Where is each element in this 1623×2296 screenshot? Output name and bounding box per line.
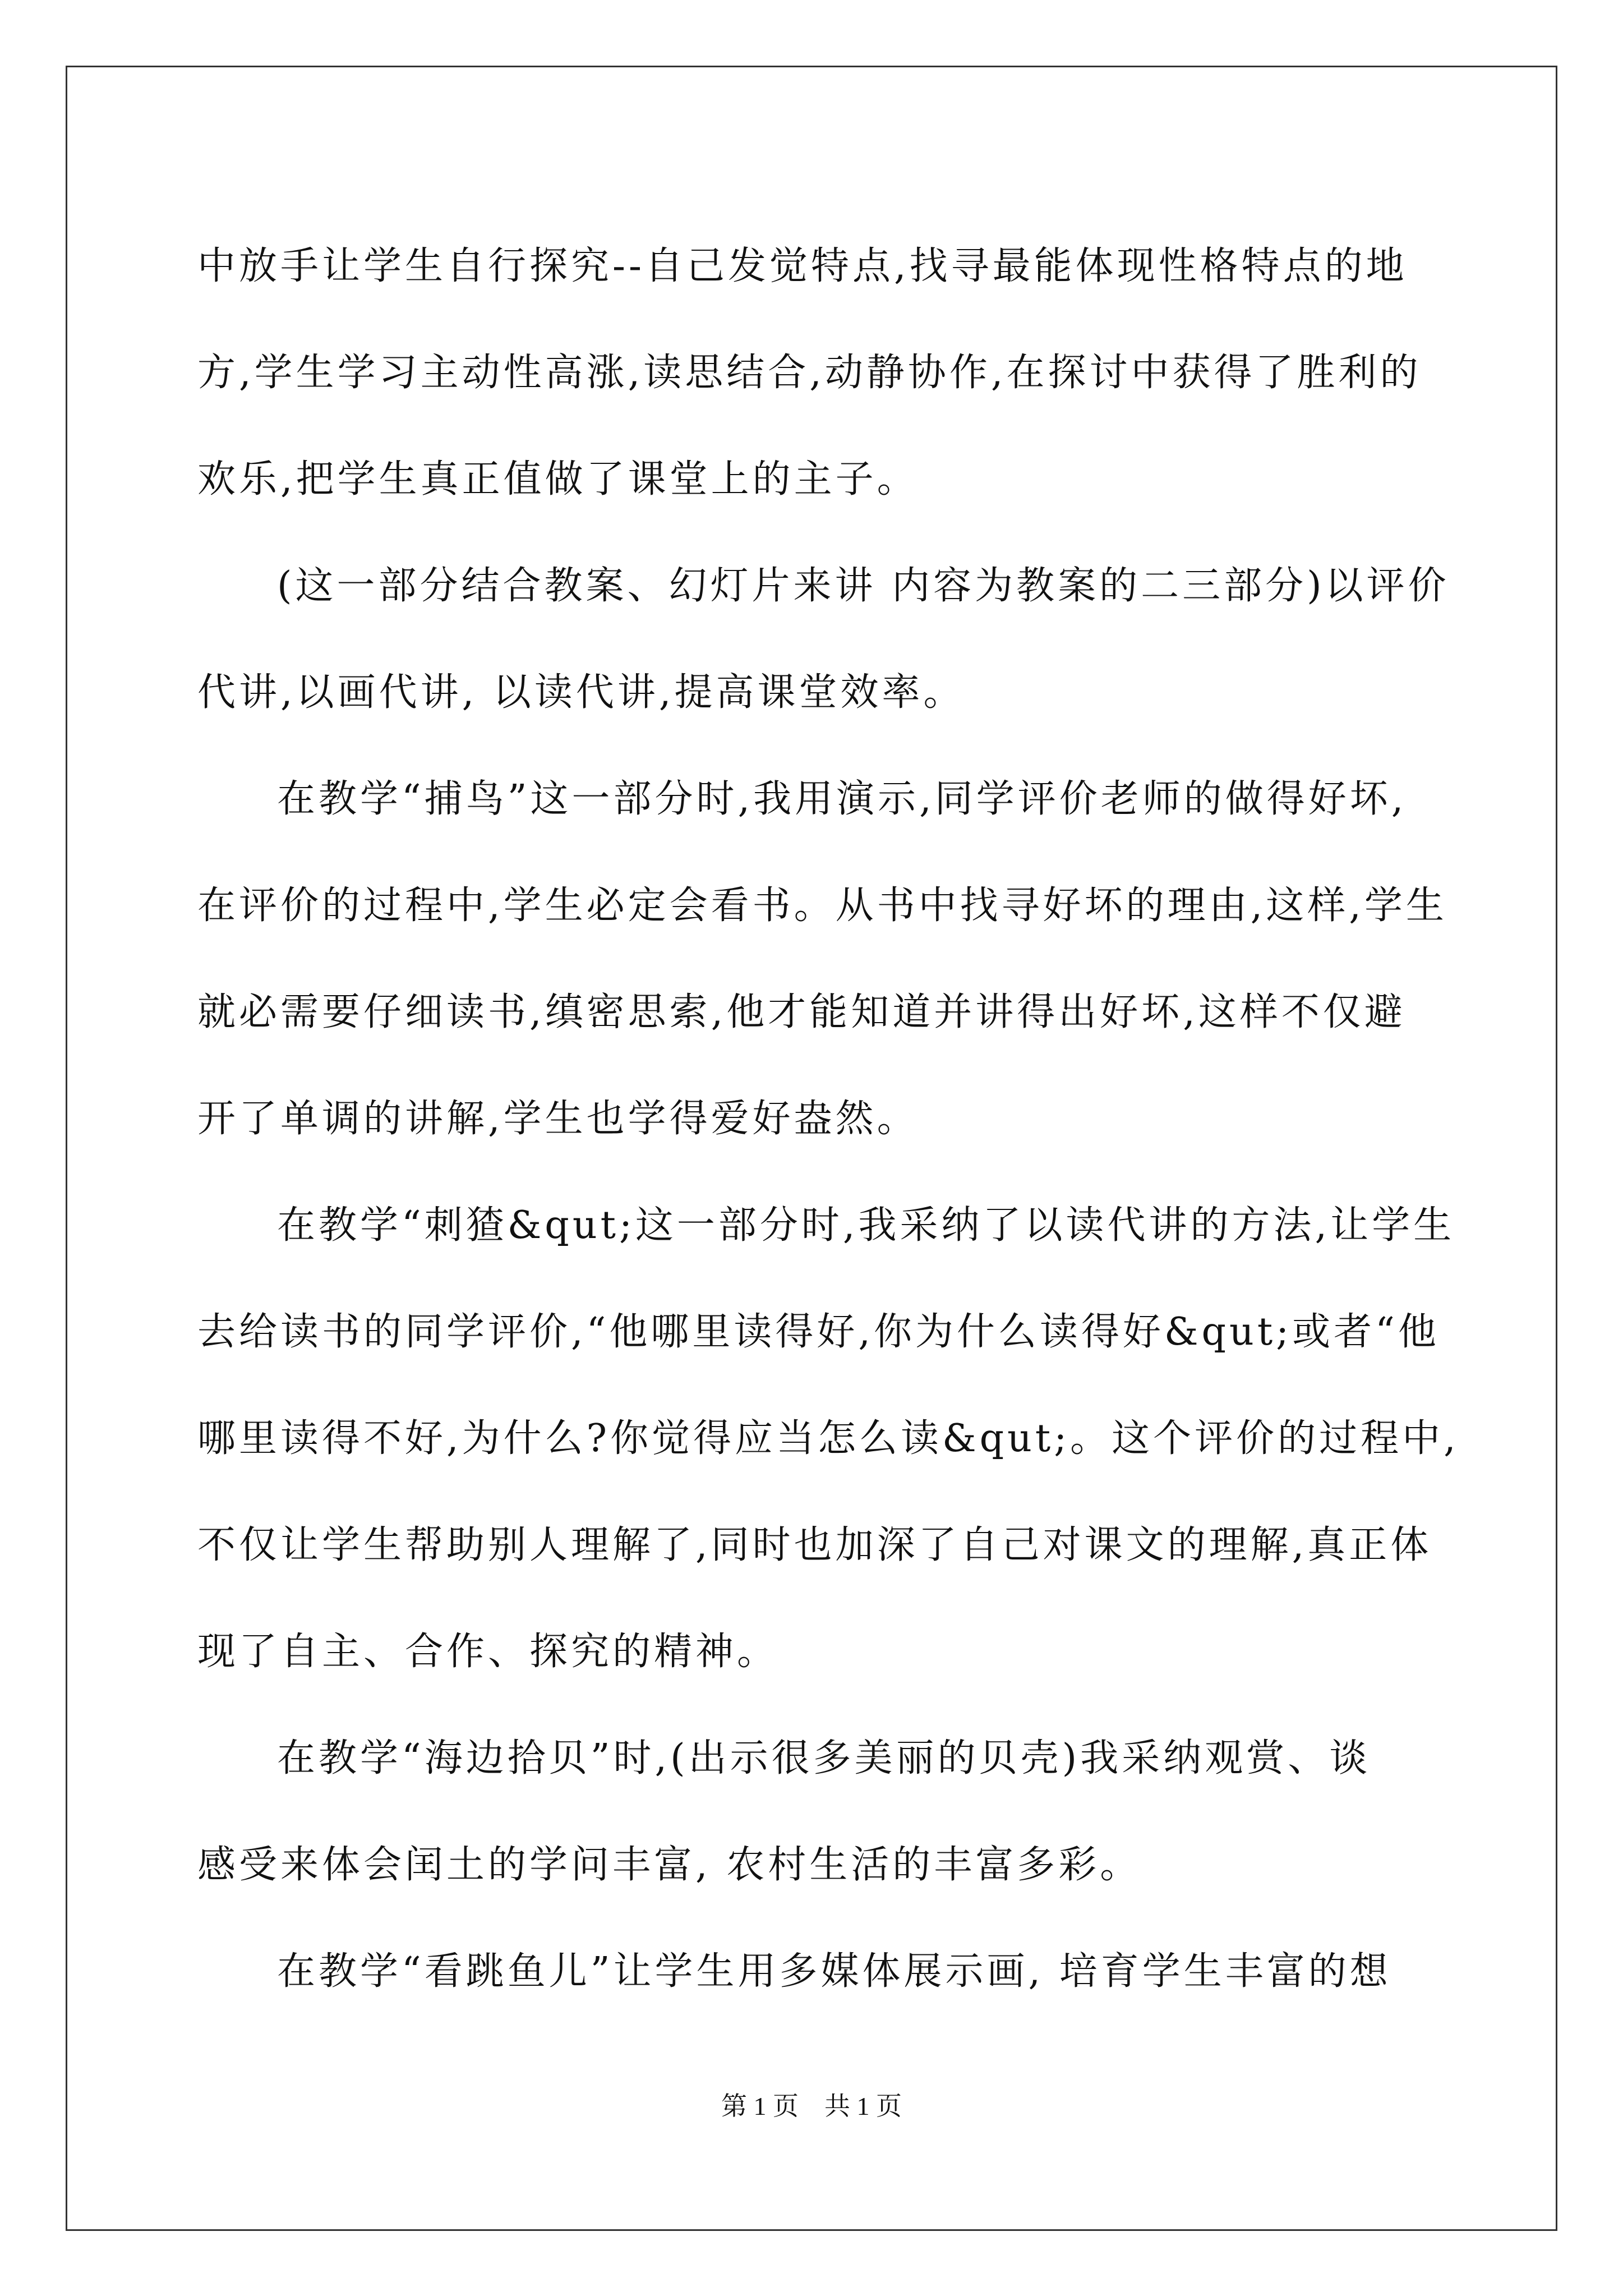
paragraph-start-line: 在教学“刺猹&qut;这一部分时,我采纳了以读代讲的方法,让学生 <box>277 1203 1455 1248</box>
body-line: 不仅让学生帮助别人理解了,同时也加深了自己对课文的理解,真正体 <box>197 1523 1432 1567</box>
body-line: 去给读书的同学评价,“他哪里读得好,你为什么读得好&qut;或者“他 <box>197 1310 1440 1354</box>
paragraph-start-line: 在教学“海边拾贝”时,(出示很多美丽的贝壳)我采纳观赏、谈 <box>277 1736 1371 1780</box>
document-body <box>197 213 1459 2025</box>
body-line: 欢乐,把学生真正值做了课堂上的主子。 <box>197 457 919 501</box>
paragraph-start-line: 在教学“捕鸟”这一部分时,我用演示,同学评价老师的做得好坏, <box>277 777 1407 821</box>
body-line: 在评价的过程中,学生必定会看书。从书中找寻好坏的理由,这样,学生 <box>197 884 1447 928</box>
page-number-footer: 第 1 页 共 1 页 <box>721 2092 902 2120</box>
body-line: 感受来体会闰土的学问丰富, 农村生活的丰富多彩。 <box>197 1843 1142 1887</box>
paragraph-start-line: (这一部分结合教案、幻灯片来讲 内容为教案的二三部分)以评价 <box>277 564 1450 608</box>
body-line: 方,学生学习主动性高涨,读思结合,动静协作,在探讨中获得了胜利的 <box>197 351 1422 395</box>
body-line: 就必需要仔细读书,缜密思索,他才能知道并讲得出好坏,这样不仅避 <box>197 990 1406 1034</box>
body-line: 代讲,以画代讲, 以读代讲,提高课堂效率。 <box>197 670 965 715</box>
body-line: 哪里读得不好,为什么?你觉得应当怎么读&qut;。这个评价的过程中, <box>197 1416 1459 1461</box>
body-line: 中放手让学生自行探究--自己发觉特点,找寻最能体现性格特点的地 <box>197 244 1408 288</box>
body-line: 现了自主、合作、探究的精神。 <box>197 1630 779 1674</box>
body-line: 开了单调的讲解,学生也学得爱好盎然。 <box>197 1097 919 1141</box>
paragraph-start-line: 在教学“看跳鱼儿”让学生用多媒体展示画, 培育学生丰富的想 <box>277 1949 1391 1994</box>
